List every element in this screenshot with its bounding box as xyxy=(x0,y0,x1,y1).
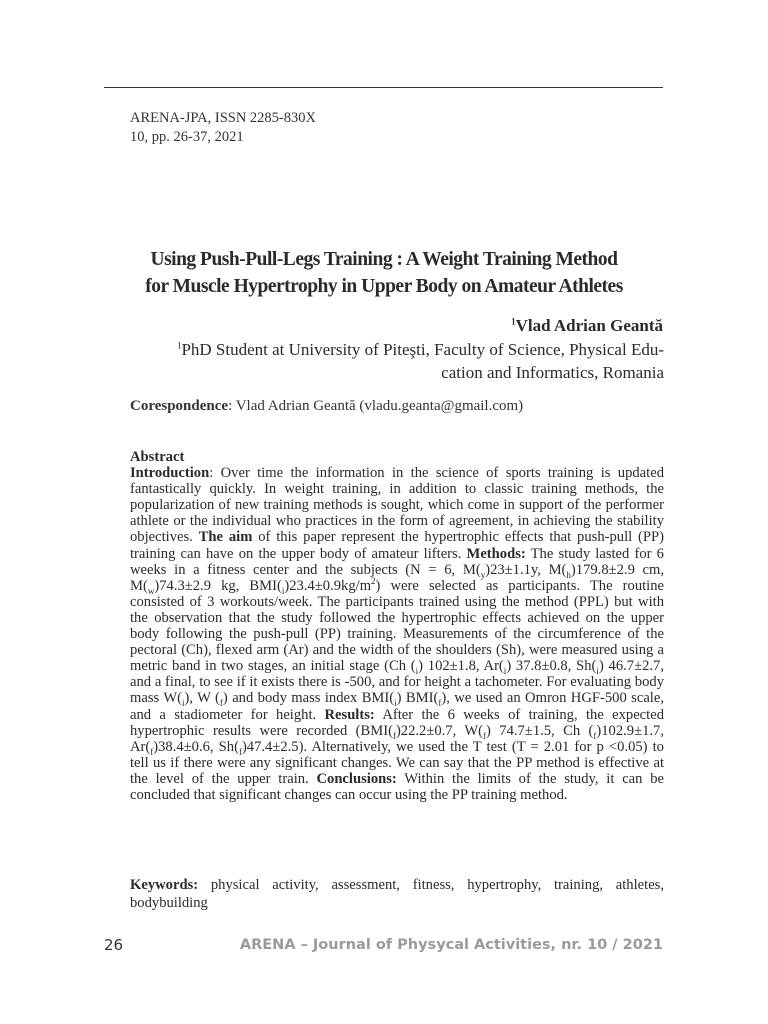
results-label: Results: xyxy=(324,706,375,723)
results-text: After the 6 weeks of training, the expected hypertrophic results were recorded ($BMI(_f)22.2\pm 0.7$, $W(_f)$ 74.7±1.5, Ch $(_f)102.9\pm 1.7$, $Ar(_f)38.4\pm 0.6$, $Sh(_f)47.4\pm 2.5$). Alternatively, we used the T test (T = 2.01 for p <0.05) to tell us if there were any significant changes. We can say that the PP method is effective at the level of the upper train. xyxy=(130,706,664,787)
author xyxy=(511,316,663,336)
footer-journal-name: ARENA – Journal of Physycal Activities, nr. 10 / 2021 xyxy=(239,937,663,953)
abstract xyxy=(130,449,664,803)
abstract-heading: Abstract xyxy=(130,449,185,465)
page-number: 26 xyxy=(104,936,124,954)
correspondence-label: Corespondence xyxy=(130,398,229,414)
conclusions-label: Conclusions: xyxy=(316,770,397,787)
conclusions-text: Within the limits of the study, it can be concluded that significant changes can occur using the PP training method. xyxy=(130,770,664,803)
author-name: Vlad Adrian Geantă xyxy=(515,316,663,335)
header-rule xyxy=(104,87,663,88)
aim-text: of this paper represent the hypertrophic effects that push-pull (PP) training can have on the upper body of amateur lifters. xyxy=(130,529,664,562)
author-superscript: 1 xyxy=(511,316,516,327)
methods-label: Methods: xyxy=(466,545,526,562)
journal-reference xyxy=(130,109,316,147)
intro-label: Introduction xyxy=(130,465,210,482)
affiliation-line-2: cation and Informatics, Romania xyxy=(441,363,664,382)
keywords-label: Keywords: xyxy=(130,877,199,893)
correspondence-text: : Vlad Adrian Geantă (vladu.geanta@gmail.com) xyxy=(228,398,524,414)
journal-issn: ARENA-JPA, ISSN 2285-830X xyxy=(130,110,316,126)
keywords xyxy=(130,876,664,912)
article-title xyxy=(104,246,664,300)
aim-label: The aim xyxy=(198,529,253,546)
methods-text: The study lasted for 6 weeks in a fitness center and the subjects (N = 6, $M(_y)23\pm 1.1y$, $M(_h)179.8\pm 2.9$ cm, $M(_w)74.3\pm 2.9$ kg, $BMI(_i)23.4\pm 0.9kg/m^2$) were selected as participants. The routine consisted of 3 workouts/week. The participants trained using the method (PPL) but with the observation that the study followed the hypertrophic effects achieved on the upper body following the push-pull (PP) training. Measurements of the circumference of the pectoral (Ch), flexed arm (Ar) and the width of the shoulders (Sh), were measured using a metric band in two stages, an initial stage (Ch $(_i)$ 102±1.8, $Ar(_i)$ 37.8±0.8, $Sh(_i)$ 46.7±2.7, and a final, to see if it exists there is -500, and for height a tachometer. For evaluating body mass $W(_i)$, W $(_f)$ and body mass index $BMI(_i)$ $BMI(_f)$, we used an Omron HGF-500 scale, and a stadiometer for height. xyxy=(130,545,665,723)
affiliation xyxy=(104,338,664,384)
affiliation-superscript: 1 xyxy=(176,340,182,351)
title-line-2: for Muscle Hypertrophy in Upper Body on Amateur Athletes xyxy=(145,276,623,297)
title-line-1: Using Push-Pull-Legs Training : A Weight Training Method xyxy=(150,249,618,270)
journal-volume: 10, pp. 26-37, 2021 xyxy=(130,129,244,145)
intro-text: : Over time the information in the science of sports training is updated fantastically quickly. In weight training, in addition to classic training methods, the popularization of new training methods is sought, which come in support of the performer athlete or the individual who practices in the form of agreement, in achieving the stability objectives. xyxy=(130,465,664,546)
correspondence xyxy=(130,398,523,415)
keywords-text: physical activity, assessment, fitness, hypertrophy, training, athletes, bodybuilding xyxy=(130,877,664,911)
affiliation-line-1: PhD Student at University of Piteşti, Faculty of Science, Physical Edu- xyxy=(181,340,664,359)
